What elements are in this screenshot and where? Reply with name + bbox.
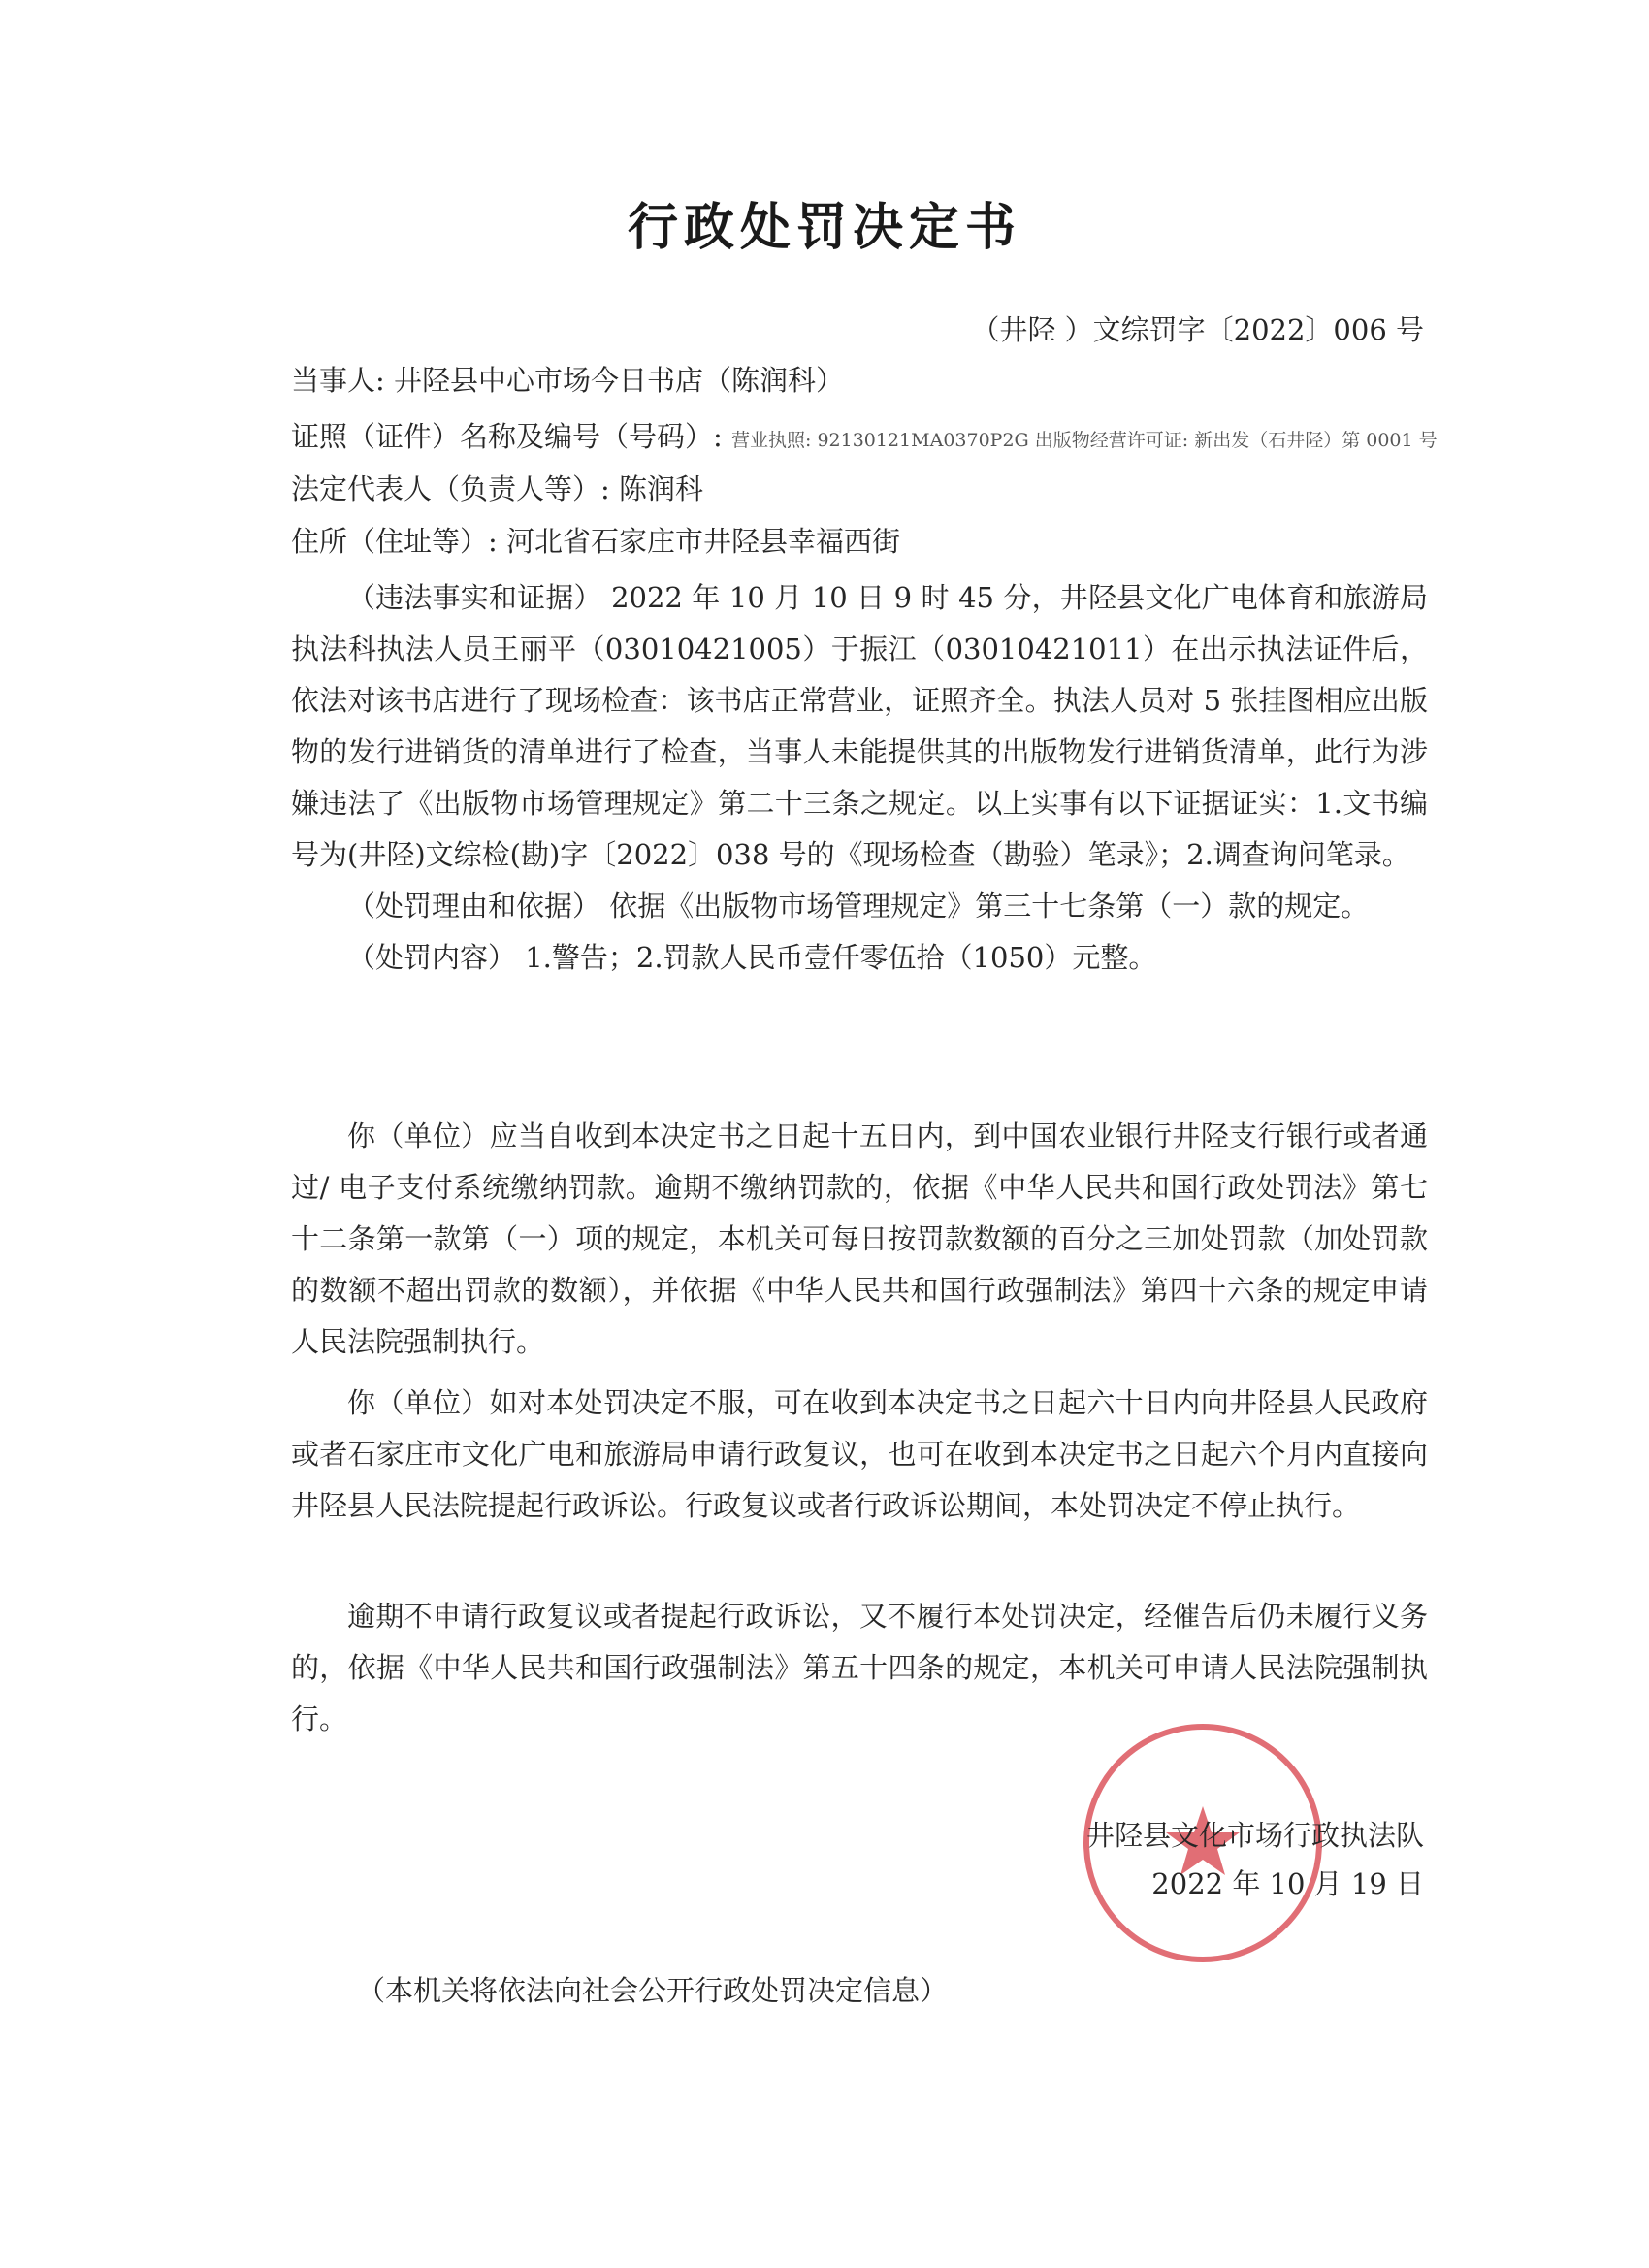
appeal-paragraph: 你（单位）如对本处罚决定不服，可在收到本决定书之日起六十日内向井陉县人民政府或者石家庄市文化广电和旅游局申请行政复议，也可在收到本决定书之日起六个月内直接向井陉县人民法院提起行政诉讼。行政复议或者行政诉讼期间，本处罚决定不停止执行。 [291,1386,1428,1522]
license-value: 营业执照: 92130121MA0370P2G 出版物经营许可证: 新出发（石井陉）第 0001 号 [731,430,1438,451]
party-line [291,359,844,399]
body-section-1 [291,572,1428,984]
signature-date: 2022 年 10 月 19 日 [1151,1867,1424,1900]
license-label: 证照（证件）名称及编号（号码）: [291,420,723,453]
document-title: 行政处罚决定书 [627,199,1021,257]
party-value: 井陉县中心市场今日书店（陈润科） [394,364,845,397]
legal-rep-label: 法定代表人（负责人等）: [291,472,610,505]
license-line [291,415,1438,455]
disclosure-note: （本机关将依法向社会公开行政处罚决定信息） [357,1974,949,2007]
signature-org: 井陉县文化市场行政执法队 [1085,1819,1424,1852]
basis-paragraph: （处罚理由和依据） 依据《出版物市场管理规定》第三十七条第（一）款的规定。 [347,890,1370,923]
enforcement-paragraph: 逾期不申请行政复议或者提起行政诉讼，又不履行本处罚决定，经催告后仍未履行义务的，依据《中华人民共和国行政强制法》第五十四条的规定，本机关可申请人民法院强制执行。 [291,1600,1428,1735]
document-number: （井陉 ）文综罚字〔2022〕006 号 [971,313,1424,346]
payment-paragraph: 你（单位）应当自收到本决定书之日起十五日内，到中国农业银行井陉支行银行或者通过/ 电子支付系统缴纳罚款。逾期不缴纳罚款的，依据《中华人民共和国行政处罚法》第七十二条第一款第（一）项的规定，本机关可每日按罚款数额的百分之三加处罚款（加处罚款的数额不超出罚款的数额），并依据《中华人民共和国行政强制法》第四十六条的规定申请人民法院强制执行。 [291,1119,1428,1358]
facts-paragraph: （违法事实和证据） 2022 年 10 月 10 日 9 时 45 分，井陉县文化广电体育和旅游局执法科执法人员王丽平（03010421005）于振江（03010421011）在出示执法证件后，依法对该书店进行了现场检查：该书店正常营业，证照齐全。执法人员对 5 张挂图相应出版物的发行进销货的清单进行了检查，当事人未能提供其的出版物发行进销货清单，此行为涉嫌违法了《出版物市场管理规定》第二十三条之规定。以上实事有以下证据证实：1.文书编号为(井陉)文综检(勘)字〔2022〕038 号的《现场检查（勘验）笔录》；2.调查询问笔录。 [291,581,1428,871]
address-line [291,520,900,560]
party-label: 当事人: [291,364,385,397]
body-section-3 [291,1377,1428,1532]
penalty-paragraph: （处罚内容） 1.警告；2.罚款人民币壹仟零伍拾（1050）元整。 [347,941,1157,974]
legal-rep-value: 陈润科 [619,472,704,505]
address-value: 河北省石家庄市井陉县幸福西街 [506,525,901,558]
body-section-2 [291,1111,1428,1368]
address-label: 住所（住址等）: [291,525,498,558]
legal-rep-line [291,468,703,507]
